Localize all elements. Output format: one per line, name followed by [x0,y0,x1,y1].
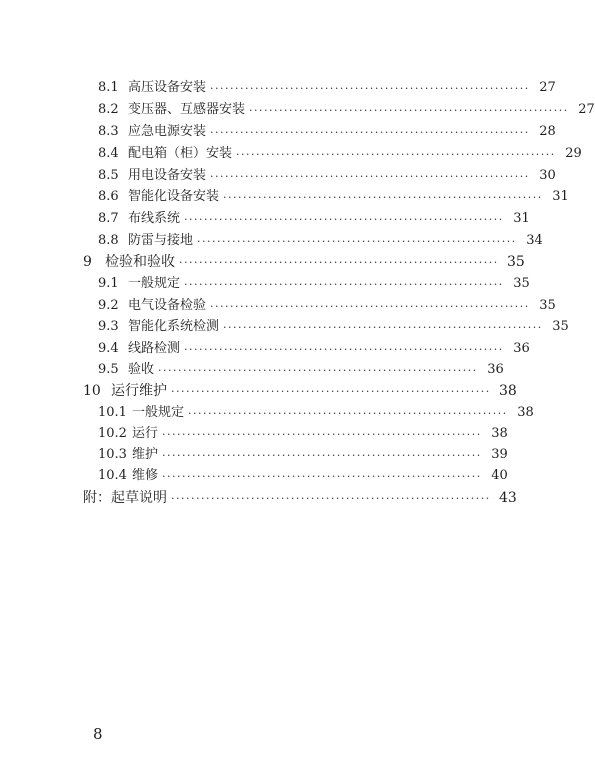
toc-entry-8-8[interactable] [98,229,543,249]
toc-entry-title: 智能化设备安装 [128,189,220,204]
toc-entry-page: 36 [513,341,530,356]
toc-entry-number: 8.1 [98,80,119,95]
toc-entry-page: 29 [565,146,582,161]
toc-entry-page: 35 [506,254,525,270]
toc-entry-number: 8.7 [98,211,119,226]
toc-entry-page: 43 [498,490,517,506]
toc-entry-8-1[interactable] [98,76,556,96]
toc-entry-number: 10.2 [98,426,127,441]
toc-entry-9-3[interactable] [98,315,569,335]
toc-entry-8-6[interactable] [98,185,569,205]
toc-entry-9-2[interactable] [98,294,556,314]
dot-leader: ································································ [171,385,491,398]
dot-leader: ································································ [184,343,504,356]
page-number: 8 [93,725,103,743]
toc-entry-number: 8.2 [98,102,119,117]
toc-entry-number: 9.5 [98,362,119,377]
toc-entry-number: 9 [83,254,92,270]
toc-entry-page: 31 [552,189,569,204]
toc-entry-title: 附：起草说明 [83,490,167,506]
toc-entry-title: 维护 [132,447,159,462]
toc-entry-title: 用电设备安装 [128,168,207,183]
toc-entry-number: 10.3 [98,447,127,462]
toc-entry-page: 38 [491,426,508,441]
toc-entry-page: 31 [513,211,530,226]
dot-leader: ································································ [223,191,543,204]
toc-entry-number: 9.1 [98,276,119,291]
toc-entry-title: 一般规定 [128,276,181,291]
toc-entry-title: 防雷与接地 [128,233,194,248]
toc-entry-title: 应急电源安装 [128,124,207,139]
dot-leader: ································································ [210,300,530,313]
dot-leader: ································································ [210,126,530,139]
toc-entry-page: 39 [491,447,508,462]
dot-leader: ································································ [162,428,482,441]
toc-entry-number: 8.5 [98,168,119,183]
toc-entry-page: 40 [491,468,508,483]
dot-leader: ································································ [249,104,569,117]
toc-entry-number: 9.3 [98,319,119,334]
dot-leader: ································································ [184,278,504,291]
toc-entry-8-4[interactable] [98,142,582,162]
dot-leader: ································································ [179,256,499,269]
toc-entry-9-5[interactable] [98,358,504,378]
toc-entry-title: 检验和验收 [105,254,175,270]
toc-entry-10-3[interactable] [98,443,508,463]
toc-entry-page: 28 [539,124,556,139]
toc-entry-number: 10.1 [98,405,127,420]
toc-entry-page: 36 [487,362,504,377]
toc-entry-page: 38 [498,383,517,399]
toc-entry-number: 9.2 [98,298,119,313]
toc-entry-title: 智能化系统检测 [128,319,220,334]
toc-entry-title: 电气设备检验 [128,298,207,313]
toc-entry-8-5[interactable] [98,164,556,184]
toc-entry-page: 35 [539,298,556,313]
toc-entry-10-4[interactable] [98,464,508,484]
toc-entry-page: 35 [552,319,569,334]
toc-entry-9-4[interactable] [98,337,530,357]
toc-entry-title: 配电箱（柜）安装 [128,146,233,161]
dot-leader: ································································ [162,449,482,462]
toc-entry-10-1[interactable] [98,401,534,421]
toc-entry-title: 变压器、互感器安装 [128,102,246,117]
dot-leader: ································································ [188,407,508,420]
dot-leader: ································································ [162,470,482,483]
toc-entry-title: 一般规定 [132,405,185,420]
toc-entry-number: 8.6 [98,189,119,204]
toc-entry-page: 35 [513,276,530,291]
toc-entry-page: 27 [539,80,556,95]
dot-leader: ································································ [236,148,556,161]
toc-entry-number: 10.4 [98,468,127,483]
dot-leader: ································································ [171,492,491,505]
dot-leader: ································································ [184,213,504,226]
toc-entry-10-2[interactable] [98,422,508,442]
toc-entry-title: 运行 [132,426,159,441]
toc-entry-number: 8.4 [98,146,119,161]
dot-leader: ································································ [158,364,478,377]
toc-entry-title: 线路检测 [128,341,181,356]
toc-chapter-9[interactable] [83,250,525,270]
dot-leader: ································································ [223,321,543,334]
toc-chapter-10[interactable] [83,379,517,399]
toc-entry-number: 8.8 [98,233,119,248]
toc-entry-number: 9.4 [98,341,119,356]
toc-entry-8-2[interactable] [98,98,595,118]
dot-leader: ································································ [210,82,530,95]
toc-entry-number: 8.3 [98,124,119,139]
toc-entry-page: 38 [517,405,534,420]
dot-leader: ································································ [210,170,530,183]
toc-entry-page: 30 [539,168,556,183]
toc-entry-title: 高压设备安装 [128,80,207,95]
toc-entry-title: 验收 [128,362,155,377]
toc-entry-8-3[interactable] [98,120,556,140]
toc-entry-9-1[interactable] [98,272,530,292]
toc-entry-number: 10 [83,383,101,399]
toc-entry-page: 34 [526,233,543,248]
toc-entry-title: 运行维护 [111,383,167,399]
toc-entry-page: 27 [578,102,595,117]
dot-leader: ································································ [197,235,517,248]
toc-entry-title: 布线系统 [128,211,181,226]
toc-entry-8-7[interactable] [98,207,530,227]
toc-entry-title: 维修 [132,468,159,483]
toc-appendix[interactable] [83,486,517,506]
